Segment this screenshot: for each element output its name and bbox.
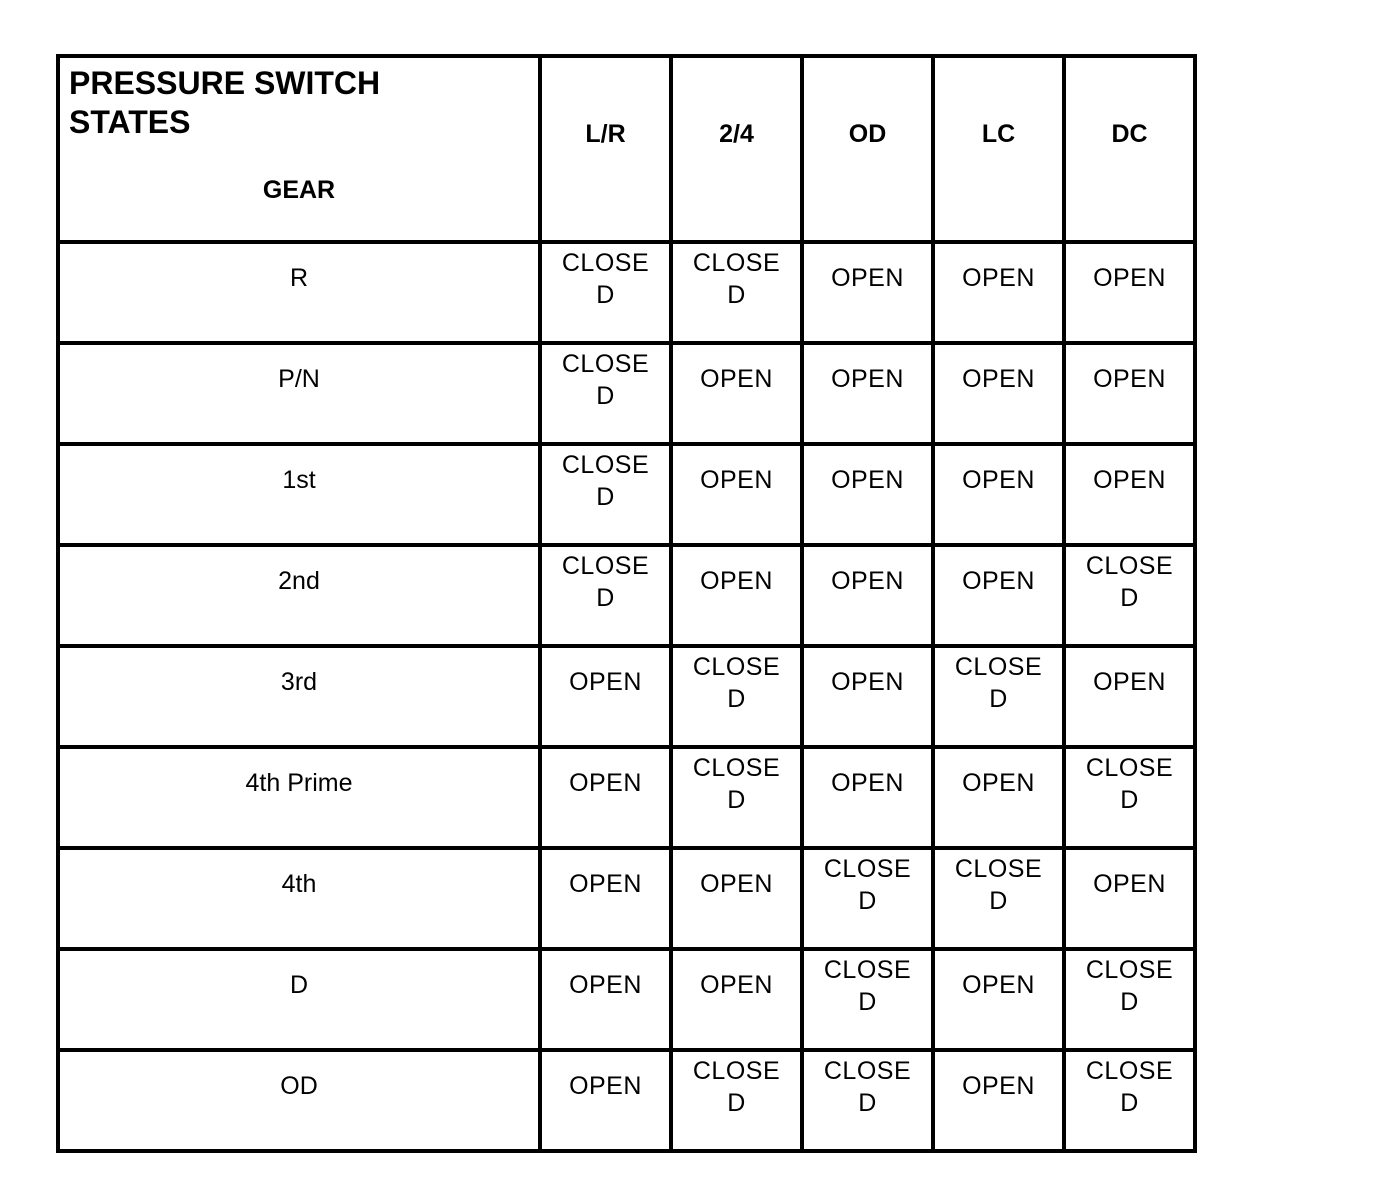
- switch-state-value: CLOSED: [823, 956, 912, 1016]
- gear-label: 4th Prime: [245, 769, 353, 797]
- gear-column-header: GEAR: [262, 176, 336, 204]
- switch-state-value: CLOSED: [561, 552, 650, 612]
- table-row: [58, 545, 1195, 646]
- switch-state-value: OPEN: [1093, 668, 1166, 696]
- switch-state-value: CLOSED: [692, 653, 781, 713]
- switch-state-cell: [802, 949, 933, 1050]
- table-row: [58, 444, 1195, 545]
- switch-state-value: CLOSED: [954, 653, 1043, 713]
- column-header-lr: [540, 56, 671, 242]
- switch-state-value: OPEN: [1093, 365, 1166, 393]
- switch-state-cell: [1064, 545, 1195, 646]
- switch-state-cell: [671, 747, 802, 848]
- column-header-od: [802, 56, 933, 242]
- switch-state-cell: [933, 343, 1064, 444]
- column-header-label: 2/4: [719, 120, 754, 148]
- switch-state-value: CLOSED: [692, 1057, 781, 1117]
- switch-state-cell: [933, 949, 1064, 1050]
- switch-state-cell: [802, 242, 933, 343]
- gear-label: 2nd: [278, 567, 320, 595]
- switch-state-value: OPEN: [962, 1072, 1035, 1100]
- pressure-switch-table: [56, 54, 1197, 1153]
- gear-cell: [58, 646, 540, 747]
- column-header-label: LC: [981, 120, 1016, 148]
- column-header-label: L/R: [585, 120, 626, 148]
- switch-state-cell: [540, 949, 671, 1050]
- gear-label: P/N: [278, 365, 320, 393]
- switch-state-cell: [671, 1050, 802, 1151]
- switch-state-value: OPEN: [831, 365, 904, 393]
- switch-state-cell: [671, 949, 802, 1050]
- switch-state-cell: [540, 747, 671, 848]
- gear-cell: [58, 242, 540, 343]
- switch-state-cell: [933, 747, 1064, 848]
- switch-state-cell: [802, 545, 933, 646]
- gear-label: D: [289, 971, 309, 999]
- column-header-lc: [933, 56, 1064, 242]
- gear-cell: [58, 747, 540, 848]
- switch-state-value: OPEN: [700, 870, 773, 898]
- header-row: [58, 56, 1195, 242]
- switch-state-value: CLOSED: [1085, 1057, 1174, 1117]
- table-row: [58, 242, 1195, 343]
- switch-state-cell: [933, 1050, 1064, 1151]
- switch-state-value: CLOSED: [561, 350, 650, 410]
- switch-state-cell: [540, 1050, 671, 1151]
- switch-state-value: OPEN: [569, 668, 642, 696]
- gear-cell: [58, 343, 540, 444]
- switch-state-value: CLOSED: [561, 249, 650, 309]
- table-row: [58, 747, 1195, 848]
- switch-state-value: OPEN: [831, 466, 904, 494]
- switch-state-value: OPEN: [962, 971, 1035, 999]
- gear-cell: [58, 848, 540, 949]
- title-cell: [58, 56, 540, 242]
- switch-state-cell: [802, 747, 933, 848]
- switch-state-value: CLOSED: [1085, 552, 1174, 612]
- gear-label: OD: [280, 1072, 318, 1100]
- gear-label: 1st: [282, 466, 316, 494]
- switch-state-cell: [1064, 747, 1195, 848]
- switch-state-value: OPEN: [1093, 466, 1166, 494]
- switch-state-cell: [540, 545, 671, 646]
- switch-state-cell: [540, 646, 671, 747]
- table-row: [58, 646, 1195, 747]
- table-row: [58, 949, 1195, 1050]
- switch-state-cell: [671, 242, 802, 343]
- switch-state-value: CLOSED: [692, 754, 781, 814]
- switch-state-cell: [802, 343, 933, 444]
- switch-state-value: OPEN: [1093, 264, 1166, 292]
- gear-label: 3rd: [280, 668, 318, 696]
- switch-state-cell: [933, 646, 1064, 747]
- switch-state-value: OPEN: [962, 466, 1035, 494]
- gear-cell: [58, 1050, 540, 1151]
- switch-state-value: OPEN: [962, 769, 1035, 797]
- gear-cell: [58, 545, 540, 646]
- switch-state-cell: [671, 545, 802, 646]
- gear-cell: [58, 444, 540, 545]
- switch-state-cell: [802, 1050, 933, 1151]
- column-header-dc: [1064, 56, 1195, 242]
- switch-state-value: OPEN: [700, 466, 773, 494]
- switch-state-cell: [540, 242, 671, 343]
- switch-state-value: OPEN: [831, 567, 904, 595]
- switch-state-value: CLOSED: [823, 1057, 912, 1117]
- switch-state-cell: [671, 646, 802, 747]
- switch-state-value: OPEN: [700, 971, 773, 999]
- table-row: [58, 343, 1195, 444]
- switch-state-cell: [1064, 949, 1195, 1050]
- switch-state-value: OPEN: [831, 769, 904, 797]
- switch-state-value: CLOSED: [1085, 956, 1174, 1016]
- table-title: PRESSURE SWITCH STATES: [69, 65, 381, 140]
- table-body: [58, 242, 1195, 1151]
- switch-state-cell: [933, 848, 1064, 949]
- switch-state-value: OPEN: [962, 264, 1035, 292]
- switch-state-value: OPEN: [700, 567, 773, 595]
- switch-state-cell: [671, 848, 802, 949]
- switch-state-value: CLOSED: [692, 249, 781, 309]
- gear-label: 4th: [281, 870, 317, 898]
- switch-state-value: OPEN: [831, 264, 904, 292]
- switch-state-cell: [1064, 343, 1195, 444]
- switch-state-cell: [1064, 646, 1195, 747]
- switch-state-value: OPEN: [569, 971, 642, 999]
- switch-state-cell: [933, 444, 1064, 545]
- switch-state-cell: [933, 545, 1064, 646]
- table-row: [58, 1050, 1195, 1151]
- switch-state-value: CLOSED: [561, 451, 650, 511]
- switch-state-cell: [671, 343, 802, 444]
- switch-state-cell: [802, 848, 933, 949]
- switch-state-value: OPEN: [569, 1072, 642, 1100]
- gear-cell: [58, 949, 540, 1050]
- switch-state-cell: [1064, 848, 1195, 949]
- switch-state-value: OPEN: [569, 870, 642, 898]
- switch-state-value: CLOSED: [823, 855, 912, 915]
- switch-state-value: OPEN: [569, 769, 642, 797]
- switch-state-value: OPEN: [962, 567, 1035, 595]
- switch-state-cell: [540, 444, 671, 545]
- switch-state-cell: [1064, 242, 1195, 343]
- switch-state-cell: [802, 646, 933, 747]
- switch-state-value: OPEN: [700, 365, 773, 393]
- switch-state-value: CLOSED: [954, 855, 1043, 915]
- column-header-label: DC: [1111, 120, 1148, 148]
- switch-state-value: OPEN: [1093, 870, 1166, 898]
- switch-state-value: CLOSED: [1085, 754, 1174, 814]
- switch-state-cell: [933, 242, 1064, 343]
- gear-label: R: [289, 264, 309, 292]
- column-header-label: OD: [848, 120, 887, 148]
- switch-state-cell: [671, 444, 802, 545]
- column-header-2-4: [671, 56, 802, 242]
- switch-state-cell: [540, 343, 671, 444]
- switch-state-value: OPEN: [962, 365, 1035, 393]
- switch-state-cell: [1064, 444, 1195, 545]
- switch-state-cell: [540, 848, 671, 949]
- switch-state-cell: [802, 444, 933, 545]
- switch-state-value: OPEN: [831, 668, 904, 696]
- table-row: [58, 848, 1195, 949]
- switch-state-cell: [1064, 1050, 1195, 1151]
